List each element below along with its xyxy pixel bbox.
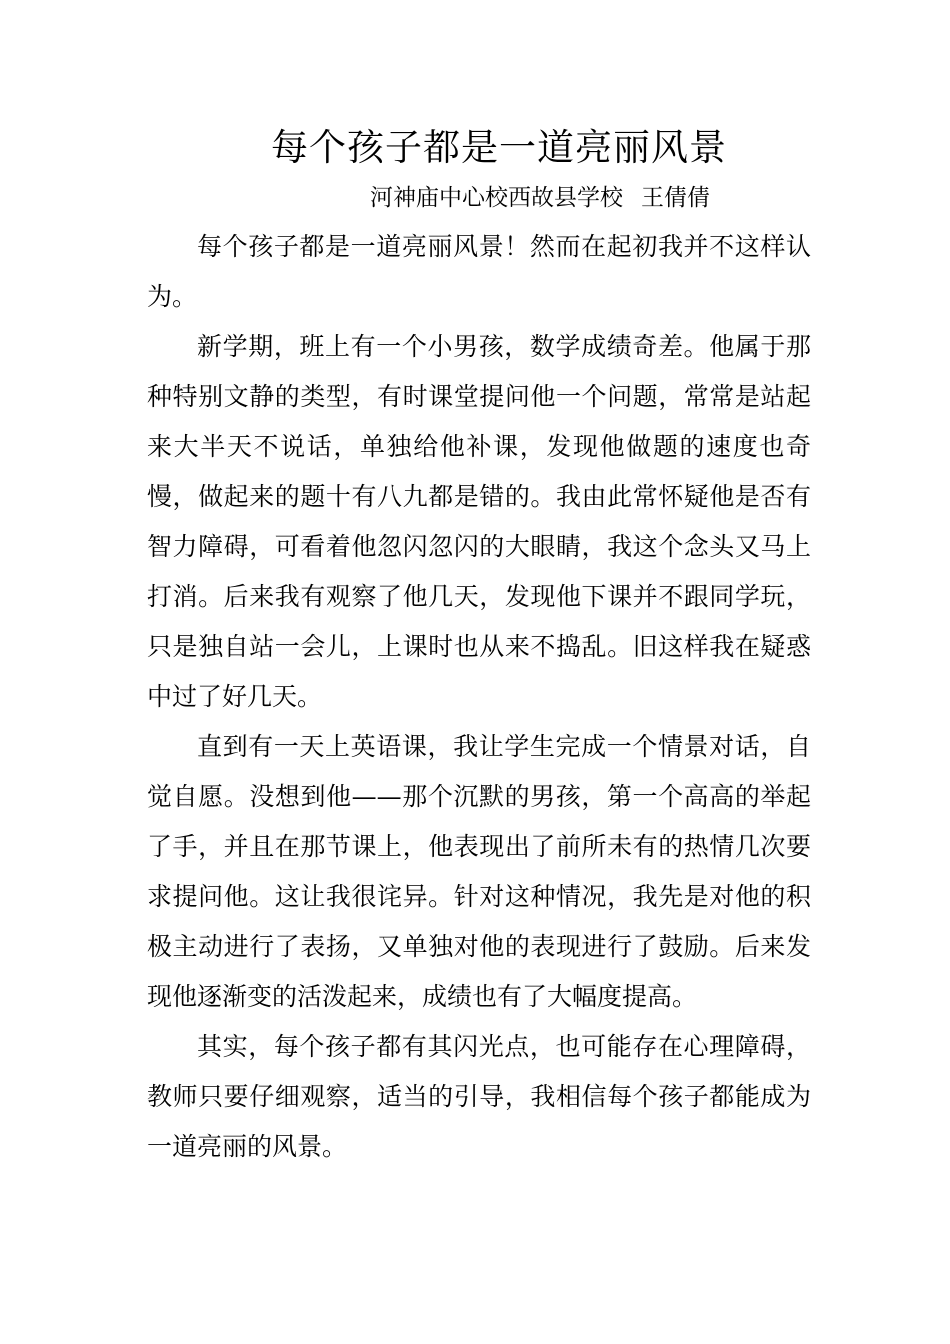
paragraph-3: 直到有一天上英语课，我让学生完成一个情景对话，自觉自愿。没想到他——那个沉默的男孩，第一个高高的举起了手，并且在那节课上，他表现出了前所未有的热情几次要求提问他。这让我很诧异。针对这种情况，我先是对他的积极主动进行了表扬，又单独对他的表现进行了鼓励。后来发现他逐渐变的活泼起来，成绩也有了大幅度提高。 <box>147 732 811 1011</box>
paragraph-2: 新学期，班上有一个小男孩，数学成绩奇差。他属于那种特别文静的类型，有时课堂提问他一个问题，常常是站起来大半天不说话，单独给他补课，发现他做题的速度也奇慢，做起来的题十有八九都是错的。我由此常怀疑他是否有智力障碍，可看着他忽闪忽闪的大眼睛，我这个念头又马上打消。后来我有观察了他几天，发现他下课并不跟同学玩，只是独自站一会儿，上课时也从来不捣乱。旧这样我在疑惑中过了好几天。 <box>147 332 811 711</box>
document-title: 每个孩子都是一道亮丽风景 <box>271 126 727 169</box>
author-name: 王倩倩 <box>641 185 710 211</box>
paragraph-4: 其实，每个孩子都有其闪光点，也可能存在心理障碍，教师只要仔细观察，适当的引导，我相信每个孩子都能成为一道亮丽的风景。 <box>147 1032 811 1161</box>
author-school: 河神庙中心校西故县学校 <box>370 185 623 211</box>
author-byline <box>370 178 710 218</box>
document-body <box>147 222 811 1172</box>
paragraph-1: 每个孩子都是一道亮丽风景！然而在起初我并不这样认为。 <box>147 232 811 311</box>
